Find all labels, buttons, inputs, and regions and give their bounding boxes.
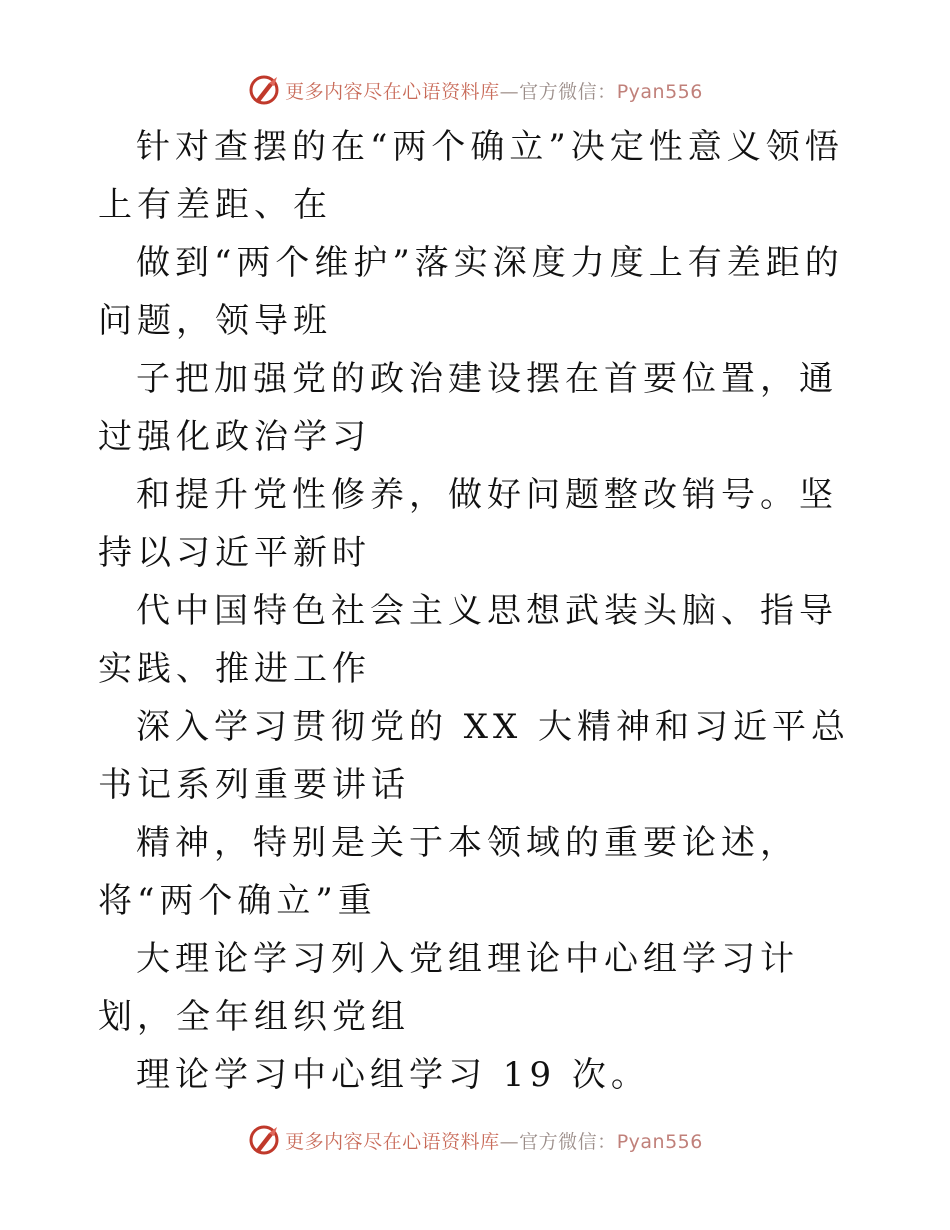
paragraph-6: 深入学习贯彻党的 XX 大精神和习近平总书记系列重要讲话: [98, 707, 851, 805]
watermark-wechat-label: 官方微信：: [519, 80, 617, 103]
watermark-site: 更多内容尽在心语资料库: [285, 1130, 500, 1153]
paragraph-2: 做到“两个维护”落实深度力度上有差距的问题，领导班: [98, 243, 844, 341]
watermark-text: [285, 77, 703, 104]
quill-pen-logo-icon: [247, 73, 281, 107]
watermark-site: 更多内容尽在心语资料库: [285, 80, 500, 103]
watermark-text: [285, 1127, 703, 1154]
quill-pen-logo-icon: [247, 1123, 281, 1157]
paragraph-3: 子把加强党的政治建设摆在首要位置，通过强化政治学习: [98, 359, 838, 457]
paragraph-7: 精神，特别是关于本领域的重要论述，将“两个确立”重: [98, 823, 799, 921]
watermark-wechat-id: Pyan556: [616, 1130, 703, 1153]
paragraph-5: 代中国特色社会主义思想武装头脑、指导实践、推进工作: [98, 591, 838, 689]
watermark-wechat-id: Pyan556: [616, 80, 703, 103]
paragraph-4: 和提升党性修养，做好问题整改销号。坚持以习近平新时: [98, 475, 838, 573]
watermark-dash: —: [499, 80, 520, 103]
footer-watermark: [0, 1120, 950, 1160]
paragraph-9: 理论学习中心组学习 19 次。: [136, 1055, 650, 1095]
paragraph-1: 针对查摆的在“两个确立”决定性意义领悟上有差距、在: [98, 127, 844, 225]
header-watermark: [0, 70, 950, 110]
paragraph-8: 大理论学习列入党组理论中心组学习计划，全年组织党组: [98, 939, 799, 1037]
watermark-wechat-label: 官方微信：: [519, 1130, 617, 1153]
document-body: [98, 118, 858, 1104]
watermark-dash: —: [499, 1130, 520, 1153]
